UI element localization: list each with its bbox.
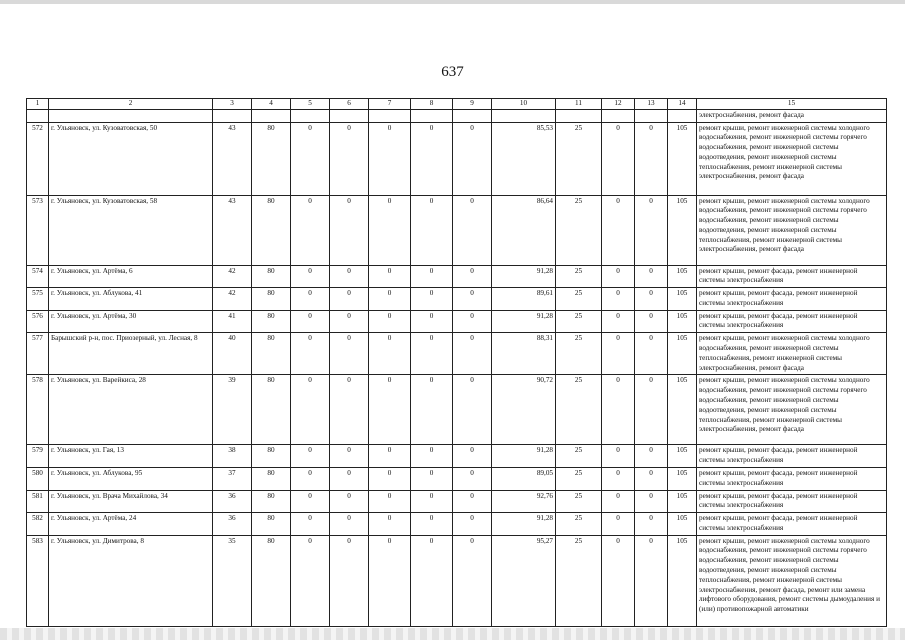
col-header: 6	[330, 99, 369, 110]
col-9-value: 0	[453, 122, 492, 195]
col-8-value: 0	[411, 467, 453, 490]
col-14-value: 105	[668, 195, 697, 265]
col-10-value: 89,05	[492, 467, 556, 490]
col-12-value: 0	[602, 333, 635, 375]
works-list: ремонт крыши, ремонт инженерной системы холодного водоснабжения, ремонт инженерной системы горячего водоснабжения, ремонт инженерной системы водоотведения, ремонт инженерной системы теплоснабжения, ремонт инженерной системы электроснабжения, ремонт фасада	[697, 375, 887, 445]
col-6-value: 0	[330, 467, 369, 490]
continuation-text: электроснабжения, ремонт фасада	[697, 109, 887, 122]
col-14-value: 105	[668, 490, 697, 513]
col-3-value: 36	[213, 490, 252, 513]
row-number: 582	[27, 513, 49, 536]
col-6-value: 0	[330, 445, 369, 468]
data-table	[26, 98, 887, 627]
col-4-value: 80	[252, 122, 291, 195]
col-7-value: 0	[369, 195, 411, 265]
col-5-value: 0	[291, 467, 330, 490]
col-13-value: 0	[635, 535, 668, 626]
col-5-value: 0	[291, 375, 330, 445]
col-13-value: 0	[635, 445, 668, 468]
row-number: 578	[27, 375, 49, 445]
col-10-value: 92,76	[492, 490, 556, 513]
col-6-value: 0	[330, 310, 369, 333]
col-8-value: 0	[411, 445, 453, 468]
col-9-value: 0	[453, 195, 492, 265]
col-11-value: 25	[556, 490, 602, 513]
col-3-value: 40	[213, 333, 252, 375]
col-14-value: 105	[668, 535, 697, 626]
col-3-value: 38	[213, 445, 252, 468]
col-7-value: 0	[369, 490, 411, 513]
col-4-value: 80	[252, 467, 291, 490]
col-14-value: 105	[668, 513, 697, 536]
col-header: 2	[49, 99, 213, 110]
col-9-value: 0	[453, 333, 492, 375]
table-row	[27, 288, 887, 311]
address: г. Ульяновск, ул. Кузоватовская, 50	[49, 122, 213, 195]
col-11-value: 25	[556, 535, 602, 626]
works-list: ремонт крыши, ремонт фасада, ремонт инженерной системы электроснабжения	[697, 490, 887, 513]
col-3-value: 43	[213, 122, 252, 195]
col-6-value: 0	[330, 490, 369, 513]
col-header: 14	[668, 99, 697, 110]
col-13-value: 0	[635, 288, 668, 311]
col-14-value: 105	[668, 333, 697, 375]
col-8-value: 0	[411, 513, 453, 536]
col-12-value: 0	[602, 445, 635, 468]
col-7-value: 0	[369, 265, 411, 288]
col-5-value: 0	[291, 535, 330, 626]
col-4-value: 80	[252, 288, 291, 311]
col-5-value: 0	[291, 445, 330, 468]
address: Барышский р-н, пос. Приозерный, ул. Лесная, 8	[49, 333, 213, 375]
col-10-value: 91,28	[492, 445, 556, 468]
col-4-value: 80	[252, 265, 291, 288]
works-list: ремонт крыши, ремонт фасада, ремонт инженерной системы электроснабжения	[697, 467, 887, 490]
col-9-value: 0	[453, 445, 492, 468]
col-6-value: 0	[330, 195, 369, 265]
col-11-value: 25	[556, 467, 602, 490]
col-header: 15	[697, 99, 887, 110]
col-header: 4	[252, 99, 291, 110]
page-number: 637	[441, 64, 464, 80]
col-header: 8	[411, 99, 453, 110]
col-8-value: 0	[411, 333, 453, 375]
col-9-value: 0	[453, 265, 492, 288]
col-4-value: 80	[252, 375, 291, 445]
col-7-value: 0	[369, 513, 411, 536]
row-number: 576	[27, 310, 49, 333]
col-9-value: 0	[453, 288, 492, 311]
col-7-value: 0	[369, 375, 411, 445]
address: г. Ульяновск, ул. Варейкиса, 28	[49, 375, 213, 445]
row-number: 574	[27, 265, 49, 288]
col-3-value: 42	[213, 265, 252, 288]
col-4-value: 80	[252, 195, 291, 265]
col-10-value: 95,27	[492, 535, 556, 626]
address: г. Ульяновск, ул. Аблукова, 95	[49, 467, 213, 490]
works-list: ремонт крыши, ремонт фасада, ремонт инженерной системы электроснабжения	[697, 445, 887, 468]
table-row	[27, 513, 887, 536]
table-row	[27, 333, 887, 375]
col-8-value: 0	[411, 490, 453, 513]
col-header: 13	[635, 99, 668, 110]
col-10-value: 86,64	[492, 195, 556, 265]
col-7-value: 0	[369, 310, 411, 333]
col-header: 3	[213, 99, 252, 110]
works-list: ремонт крыши, ремонт инженерной системы холодного водоснабжения, ремонт инженерной системы горячего водоснабжения, ремонт инженерной системы водоотведения, ремонт инженерной системы теплоснабжения, ремонт инженерной системы электроснабжения, ремонт фасада	[697, 195, 887, 265]
col-5-value: 0	[291, 265, 330, 288]
col-header: 1	[27, 99, 49, 110]
col-5-value: 0	[291, 122, 330, 195]
col-7-value: 0	[369, 122, 411, 195]
col-12-value: 0	[602, 513, 635, 536]
col-12-value: 0	[602, 310, 635, 333]
col-8-value: 0	[411, 122, 453, 195]
col-13-value: 0	[635, 122, 668, 195]
col-10-value: 91,28	[492, 265, 556, 288]
col-13-value: 0	[635, 490, 668, 513]
col-12-value: 0	[602, 122, 635, 195]
address: г. Ульяновск, ул. Кузоватовская, 58	[49, 195, 213, 265]
table-row	[27, 122, 887, 195]
col-3-value: 43	[213, 195, 252, 265]
col-13-value: 0	[635, 375, 668, 445]
col-5-value: 0	[291, 288, 330, 311]
col-3-value: 36	[213, 513, 252, 536]
col-10-value: 85,53	[492, 122, 556, 195]
col-header: 7	[369, 99, 411, 110]
col-8-value: 0	[411, 310, 453, 333]
address: г. Ульяновск, ул. Артёма, 30	[49, 310, 213, 333]
row-number: 572	[27, 122, 49, 195]
col-3-value: 42	[213, 288, 252, 311]
col-3-value: 35	[213, 535, 252, 626]
scan-edge-top	[0, 0, 905, 4]
col-14-value: 105	[668, 288, 697, 311]
row-number: 577	[27, 333, 49, 375]
col-12-value: 0	[602, 490, 635, 513]
col-4-value: 80	[252, 513, 291, 536]
col-12-value: 0	[602, 467, 635, 490]
address: г. Ульяновск, ул. Аблукова, 41	[49, 288, 213, 311]
col-7-value: 0	[369, 467, 411, 490]
address: г. Ульяновск, ул. Димитрова, 8	[49, 535, 213, 626]
col-10-value: 88,31	[492, 333, 556, 375]
col-11-value: 25	[556, 333, 602, 375]
col-13-value: 0	[635, 310, 668, 333]
table-row	[27, 265, 887, 288]
row-number: 573	[27, 195, 49, 265]
continuation-row	[27, 109, 887, 122]
col-11-value: 25	[556, 375, 602, 445]
col-6-value: 0	[330, 535, 369, 626]
col-header: 5	[291, 99, 330, 110]
col-8-value: 0	[411, 195, 453, 265]
col-6-value: 0	[330, 265, 369, 288]
col-4-value: 80	[252, 333, 291, 375]
col-6-value: 0	[330, 122, 369, 195]
works-list: ремонт крыши, ремонт инженерной системы холодного водоснабжения, ремонт инженерной системы теплоснабжения, ремонт инженерной системы электроснабжения, ремонт фасада	[697, 333, 887, 375]
col-12-value: 0	[602, 375, 635, 445]
col-11-value: 25	[556, 310, 602, 333]
col-9-value: 0	[453, 513, 492, 536]
col-11-value: 25	[556, 513, 602, 536]
table-row	[27, 310, 887, 333]
col-5-value: 0	[291, 195, 330, 265]
col-5-value: 0	[291, 310, 330, 333]
works-list: ремонт крыши, ремонт фасада, ремонт инженерной системы электроснабжения	[697, 288, 887, 311]
col-10-value: 90,72	[492, 375, 556, 445]
col-10-value: 89,61	[492, 288, 556, 311]
table-row	[27, 490, 887, 513]
row-number: 579	[27, 445, 49, 468]
address: г. Ульяновск, ул. Артёма, 6	[49, 265, 213, 288]
col-5-value: 0	[291, 490, 330, 513]
col-header: 9	[453, 99, 492, 110]
col-10-value: 91,28	[492, 513, 556, 536]
address: г. Ульяновск, ул. Гая, 13	[49, 445, 213, 468]
row-number: 575	[27, 288, 49, 311]
col-6-value: 0	[330, 288, 369, 311]
col-13-value: 0	[635, 195, 668, 265]
col-header: 12	[602, 99, 635, 110]
works-list: ремонт крыши, ремонт инженерной системы холодного водоснабжения, ремонт инженерной системы горячего водоснабжения, ремонт инженерной системы водоотведения, ремонт инженерной системы теплоснабжения, ремонт инженерной системы электроснабжения, ремонт фасада	[697, 122, 887, 195]
col-9-value: 0	[453, 310, 492, 333]
col-header: 10	[492, 99, 556, 110]
col-9-value: 0	[453, 467, 492, 490]
header-row	[27, 99, 887, 110]
address: г. Ульяновск, ул. Врача Михайлова, 34	[49, 490, 213, 513]
col-14-value: 105	[668, 265, 697, 288]
col-header: 11	[556, 99, 602, 110]
col-11-value: 25	[556, 288, 602, 311]
col-12-value: 0	[602, 535, 635, 626]
col-12-value: 0	[602, 288, 635, 311]
col-11-value: 25	[556, 122, 602, 195]
col-13-value: 0	[635, 265, 668, 288]
col-6-value: 0	[330, 333, 369, 375]
col-8-value: 0	[411, 265, 453, 288]
col-11-value: 25	[556, 195, 602, 265]
col-11-value: 25	[556, 445, 602, 468]
col-6-value: 0	[330, 375, 369, 445]
col-4-value: 80	[252, 445, 291, 468]
col-8-value: 0	[411, 535, 453, 626]
col-9-value: 0	[453, 375, 492, 445]
col-8-value: 0	[411, 375, 453, 445]
col-14-value: 105	[668, 310, 697, 333]
col-8-value: 0	[411, 288, 453, 311]
col-14-value: 105	[668, 375, 697, 445]
col-9-value: 0	[453, 490, 492, 513]
col-7-value: 0	[369, 333, 411, 375]
works-list: ремонт крыши, ремонт фасада, ремонт инженерной системы электроснабжения	[697, 265, 887, 288]
col-14-value: 105	[668, 122, 697, 195]
col-14-value: 105	[668, 467, 697, 490]
row-number: 583	[27, 535, 49, 626]
scan-edge-bottom	[0, 628, 905, 640]
table-row	[27, 467, 887, 490]
col-3-value: 41	[213, 310, 252, 333]
table-row	[27, 445, 887, 468]
address: г. Ульяновск, ул. Артёма, 24	[49, 513, 213, 536]
col-7-value: 0	[369, 288, 411, 311]
col-10-value: 91,28	[492, 310, 556, 333]
col-3-value: 39	[213, 375, 252, 445]
col-4-value: 80	[252, 490, 291, 513]
col-12-value: 0	[602, 195, 635, 265]
col-4-value: 80	[252, 535, 291, 626]
works-list: ремонт крыши, ремонт фасада, ремонт инженерной системы электроснабжения	[697, 310, 887, 333]
works-list: ремонт крыши, ремонт инженерной системы холодного водоснабжения, ремонт инженерной системы горячего водоснабжения, ремонт инженерной системы водоотведения, ремонт инженерной системы теплоснабжения, ремонт инженерной системы электроснабжения, ремонт фасада, ремонт или замена лифтового оборудования, ремонт системы дымоудаления и (или) противопожарной автоматики	[697, 535, 887, 626]
col-9-value: 0	[453, 535, 492, 626]
col-4-value: 80	[252, 310, 291, 333]
col-7-value: 0	[369, 535, 411, 626]
col-12-value: 0	[602, 265, 635, 288]
table-row	[27, 195, 887, 265]
col-7-value: 0	[369, 445, 411, 468]
col-13-value: 0	[635, 467, 668, 490]
col-6-value: 0	[330, 513, 369, 536]
col-3-value: 37	[213, 467, 252, 490]
col-5-value: 0	[291, 513, 330, 536]
col-13-value: 0	[635, 513, 668, 536]
row-number: 580	[27, 467, 49, 490]
col-14-value: 105	[668, 445, 697, 468]
col-13-value: 0	[635, 333, 668, 375]
row-number: 581	[27, 490, 49, 513]
works-list: ремонт крыши, ремонт фасада, ремонт инженерной системы электроснабжения	[697, 513, 887, 536]
table-row	[27, 535, 887, 626]
table-row	[27, 375, 887, 445]
col-5-value: 0	[291, 333, 330, 375]
col-11-value: 25	[556, 265, 602, 288]
